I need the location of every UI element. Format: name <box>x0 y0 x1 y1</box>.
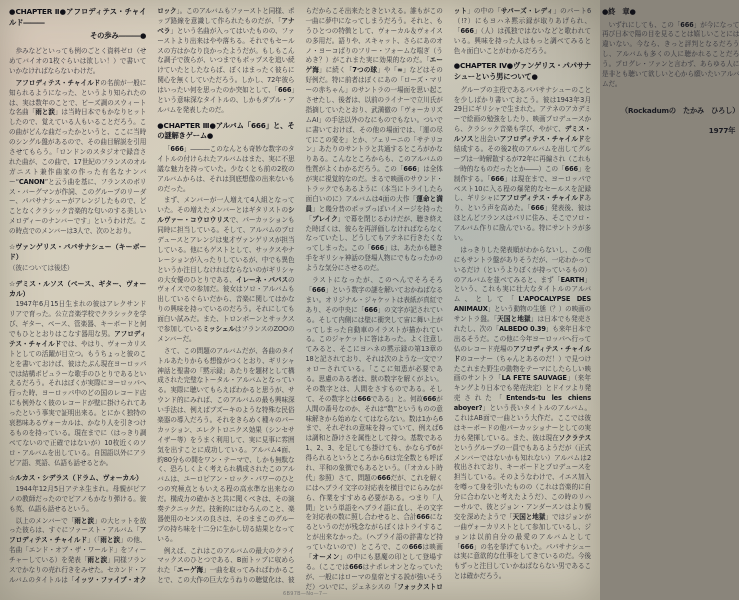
body-paragraph: ラストになったが、このへんでそろそろ「666」という数字の謎を解いておかねばなるまい。オリジナル・ジャケットは表紙が真紅であり、その中央に「666」の文字が記されている。そして内側には壁に衝突して宙に舞い上がってしまった自動車のイラストが描かれている。このジャケットに答はあった。よく注意してみると、そこにヨハネの黙示録の第13章の18と記されており、それは次のような一文でフォローされている。「ここに知恵が必要である。思慮のある者は、獣の数字を解くがよい。その数字とは、人間をさすものである。そして、その数字とは666である」と。何故666が人間の番号なのか、それは“数”というものの意味解きから始めなくてはならない。数は1から6まで、それぞれの意味を持っていて、例えば6は調和と静けさを属性として持つ。基数である1、2、3、を足しても掛けても、かならず6が得られるというところから6は完全数とも呼ばれ、平和の象徴でもあるという。（「オカルト時代」参照）さて、問題の666だが、これを解くにはヘブライ文字の対応表を横目でにらみながら、作業をすすめる必要がある。つまり「人間」という単語をヘブライ語に直し、その文字を対応表の数に照し合わせると、合計666になるというのだが残念ながらぼくはトライすることが出来なかった。（ヘブライ語の辞書など持っていないので）ところで、この666は映画「オーメン」の中にも悪魔の印として登場する。（ここでは666はナポレオンとなっていたが、一般にはローマの皇帝とする説が強いそうだ）ついでに、ジェネシスの「フォックストロット」の中の「サパーズ・レディ」のパート6（!?）にもヨハネ黙示録が取りあげられ、「666」（人）は孤独ではないなどと歌われている。興味を持った人はもっと調べてみると色々面白いことがわかるだろう。 <box>305 7 592 591</box>
body-paragraph: グループの主役であるパパサナシューのことを少しばかり書いておこう。彼は1943年3月29日にギリシャで生まれた。アテネのアカデミーで絵画の勉強をしたり、映画プロデュースから、クラシック音楽も学び、やがて、デミス・ルソスと出会いアフロディテス・チャイルドを結成する。その後2枚のアルバムを出してグループは一時解散するが72年に再編され（これも一時的なものだったとか――）この「666」を制作する。「666」は現在まで、ヨーロッパでベスト10に入る程の爆発的なセールスを記録し、ギリシャにアフロディテス・チャイルドあり、という声を高めた。「666」発表後、彼はほとんどフランスはパリに住み、そこでソロ・アルバム作りに励んでいる。特にサントラが多い。 <box>453 85 592 242</box>
body-paragraph: はっきりした発表順がわからないし、この他にもサントラ盤がありそうだが、一応わかっているだけ（というよりぼくが持っているもの）のアルバムを並べてみると、まず「EARTH」という、これも実に壮大なタイトルのアルバム、として「L'APOCALYPSE DES ANIMAUX」という動物の生態（？）の映画のサントラ盤。「天国と地獄」は日本でも発売されたし、次の「ALBEDO 0.39」も来年日本で出るそうだ。この他に今年ヨーロッパへ行って仏のレコード売場のアフロディテス・チャイルドのコーナー（ちゃんとあるのだ！）で見つけたこれまた野生の動物をテーマにしたらしい映画のサントラ「LA FETE SAUVAGE」（来年キングより日本でも発売決定）とドイツより発売された「Entends-tu les chiens aboyer?」という長いタイトルのアルバム。これはAB面で一曲という大作だ。ここでは彼はキーボードの他パーカッショナーとしての実力も発揮している。また、彼は現在ソクラテスというグループの一員でもあるようだが（正式メンバーではないかも知れない）アルバムは2枚出されており、キーボードとプロデュースを担当している。そのようなわけで、イエス加入を噂って身を引いたものの（これは音楽的に自分に合わないと考えたようだ）、この時のリハーサルで、彼とジョン・アンダースンはより親交を深めたようで「天国と地獄」ではジョンが一曲ヴォーカリストとして参加しているし、ジョンは以前自分の最愛のアルバムとして「666」の名を挙げてもいた。パパサナシューは実に意欲的な仕事をしてきているのだ。今後もずっと注目していかねばならない男であることは確かだろう。 <box>453 245 592 581</box>
body-paragraph: さて、この問題のアルバムだが、各曲のタイトルあたりからも想像がつくとおり、ギリシャ神話と聖書の「黙示録」あたりを題材として構成された完璧なトータル・アルバムとなっている。実際に聴いてもらえばわかると思うが、サウンド的にみれば、このアルバムの最も興味深い手法は、例えばブズーキのような特殊な民俗楽器の導入だろう。それをきらめく種々のパーカッション、エレクトロニクス効果（シンセサイザー等）をうまく利用して、実に見事に雰囲気を出すことに成功している。アルバム4面、約80分もの間をワン・テーマで、しかも無駄なく、恐ろしくよく考えられ構成されたこのアルバムは、ユーロピアン・ロック・パワーのひとつの究極点ともいえる程の高水準な出来なのだ。構成力の確かさと共に聞くべきは、その演奏テクニックだ。技術的にはむろんのこと、楽器使用のセンスの良さは、そのままこのグループの持ち味を十二分に生かし切る結果となっている。 <box>157 346 295 543</box>
member-subheading: ☆デミス・ルソス（ベース、ギター、ヴォーカル） <box>9 279 147 298</box>
year-label: 1977年 <box>708 125 736 135</box>
member-subheading: ☆ヴァンゲリス・パパサナシュー（キーボード） <box>9 243 147 262</box>
chapter-heading: ●終 章● <box>602 7 636 16</box>
body-paragraph: 歩みなどといっても例のごとく資料ゼロ（せめてバイオの1枚ぐらいは欲しい！）で書いていかなければならないわけだ。 <box>9 47 147 75</box>
author-credit: （Rockadumの たかみ ひろし） <box>620 105 739 115</box>
body-paragraph: 「666」―――このなんとも奇妙な数字のタイトルの付けられたアルバムはまた、実に不思議な魅力を持っていた。少なくとも前の2枚のアルバムからは、それは到底想像の出来ないものだった。 <box>157 144 295 193</box>
member-subheading: ☆ルカス・シデラス（ドラム、ヴォーカル） <box>9 474 143 483</box>
body-paragraph: 例えば、これはこのアルバムの最大のクライマックスのひとつである、B面トップに収められた「エーゲ海」一曲を取ってみればわかることで、この大作の巨大なうねりの聴覚化は、彼らだからこそ出来たときといえる。誰もがこの一曲に夢中になってしまうだろう。それと、もうひとつの特徴として、ヴォーカル＆ヴォイスの多用だ。語りや、スキャット、さらにあのオノ・ヨーコばりのフリー・フォームな喘ぎ（うめき？）がこれまた実に効果的なのだ。「エーゲ海」に続く「7つの球」や「∞」などはその好例だ。特に前者はぼくにあの「ローズ・マリーの赤ちゃん」のサントラの一場面を思い起こさせたし、後者は、以前のライナーで立川氏が指摘していたとおり、武満徹の「ヴォーカリズムAI」の手法以外のなにものでもない。ついでに書いておけば、その他の場面では、「運の尽てにこの愛を」とか、フェリーニの「サテリコン」あたりのサントラと共通するところがかなりある。こんなところからも、このアルバムの性質がよくわかるだろう。この「666」は全体が実に視覚的なのだ。まるで映画のサウンド・トラックでもあるように（本当にトライしたら面白いのに）アルバムは4面の大作「運命と満員」と幾分昔のポップっぽいイメージを持った「ブレイク」で幕を閉じるわけだが、聴き終えた時ぼくは、彼らを再評価しなければならなくなっていたし、どうしてもアテネに行きたくなってしまった。この「666」は、あたかも聴き手をギリシャ神話の登場人物にでもなったかのような気分にさせるのだ。 <box>157 7 443 585</box>
body-paragraph: いずれにしても、この「666」が今になって再び日本で陽の目を見ることは嬉しいことには違いない。今なら、きっと評判となるだろうし、アルバムも多くの人に聴かれることだろう。プログレ・ファンと言わず、あらゆる人に是非とも聴いて欲しいと心から願いたいアルバムだ。 <box>602 20 739 88</box>
body-paragraph: 以上のメンバーで「雨と涙」の大ヒットを放った彼らは、すぐにファースト・アルバム「アフロディテス・チャイルド」（「雨と涙」の他、名曲「エンド・オブ・ザ・ワールド」をフィーチャーしている）を発表「雨と涙」同様フランスでかなりの売れ行きをみせた。セカンド・アルバムのタイトルは「イッツ・ファイブ・オクロック」。このアルバムもファーストと同様、ポップ路線を意識して作られたものだが、「アナベラ」という名曲が入ってはいたものの、ファーストより出来はやや落ちる。それでもセールスの方はかなり良かったようだが。もしもこんな調子で彼らが、いつまでもポップスを追い続けていたとしたならば、ぼくはまったく彼らに関心を無くしていただろう。しかし、72年彼らはいったい何を思ったのか突如として、「666」という意味深なタイトルの、しかもダブル・アルバムを発表したのだ。 <box>9 7 295 584</box>
chapter-heading: ●CHAPTER Ⅱ●アフロディテス・チャイルド――― <box>9 7 147 27</box>
member-note: （彼については後述） <box>9 263 74 272</box>
body-paragraph: アフロディテス・チャイルドの名前が一般に知られるようになった、というより知られたのは、実は数年のことで、ビーズ調のスウィートな名曲「雨と涙」は当時日本でもかなりヒットしたので、覚えている人もいることだろう。この曲がどんな曲だったかというと、ここに当時のシングル盤があるので、その曲目解説を引用させてもらう。「ロンドンのスタジオで録音された曲が、この曲で、17世紀のフランスのオルガニスト兼作曲家の作った有名なナンバー“CANON”と云う曲を基に、フランスのボリス・バーグマンが作詞、このグループのリーダー、パパサナシューがアレンジしたもので、どことなくクラシック音楽的な匂いのする美しいメロディーのナンバーです」というわけだ。この時点でのメンバーは3人で、次のとおり。 <box>9 78 147 236</box>
body-paragraph: 1944年12月5日アテネ生まれ。母親がピアノの教師だったのでピアノもかなり弾ける。彼も英、仏語も話せるという。 <box>9 484 147 513</box>
chapter-heading: ●CHAPTER Ⅳ●ヴァンゲリス・パパサナシューという男について● <box>453 61 591 82</box>
bottom-catalog-note: 6B97B—No—7— <box>283 591 328 597</box>
body-paragraph: まず、メンバーが一人増えて4人組となっていた。その増えたメンバーとはギタリストのシルヴァー・コウロウリスで、パーカッションも同時に担当している。そして、アルバムのプロデュースとアレンジは鬼才ヴァンゲリスが担当している。他にもゲストとして、サックスやナレーションが入ったりしているが、中でも異色というか注目しなければならないのがギリシャの大女優のひとりである、イレーネ・パパスのヴォイスでの参加だ。彼女はソロ・アルバムも出しているぐらいだから、音楽に関してはかなりの興味を持っているのだろう。それにしても面白い試みだ。また、トロンボーンとサックスで参加しているミッシェルはフランスのZOOのメンバーだ。 <box>157 196 295 343</box>
chapter-heading: ●CHAPTER Ⅲ●アルバム「666」と、その謎解きゲーム● <box>157 120 295 141</box>
chapter-heading-sub: その歩み―――● <box>90 31 147 41</box>
body-paragraph: 1947年6月15日生まれの彼はアレクサンドリアで育った。公立音楽学校でクラシックを学び、ギター、ベース、管楽器、キーボードと何でもひととおりはこなす器用な男。アフロディテス・チャイルドでは、やはり、ヴォーカリストとしての活躍が目立つ。もうちょっと彼のことを書いておけば、彼はたぶん現在ヨーロッパでは結構ポピュラーな歌手のひとりであるといえるだろう。それはぼくが実際にヨーロッパへ行った時、ヨーロッパ中のどの国のレコード店にも例外なく彼のレコードが壁に掛けられてあったという事実で証明出来る。とにかく独特の哀愁味あるヴォーカルは、かなり人を引きつけるものを持っている。現在までに（はっきり調べてないので正確ではないが）10枚近くのソロ・アルバムを出している。自国語以外にアラビア語、英語、仏語も話せるとか。 <box>9 300 147 467</box>
